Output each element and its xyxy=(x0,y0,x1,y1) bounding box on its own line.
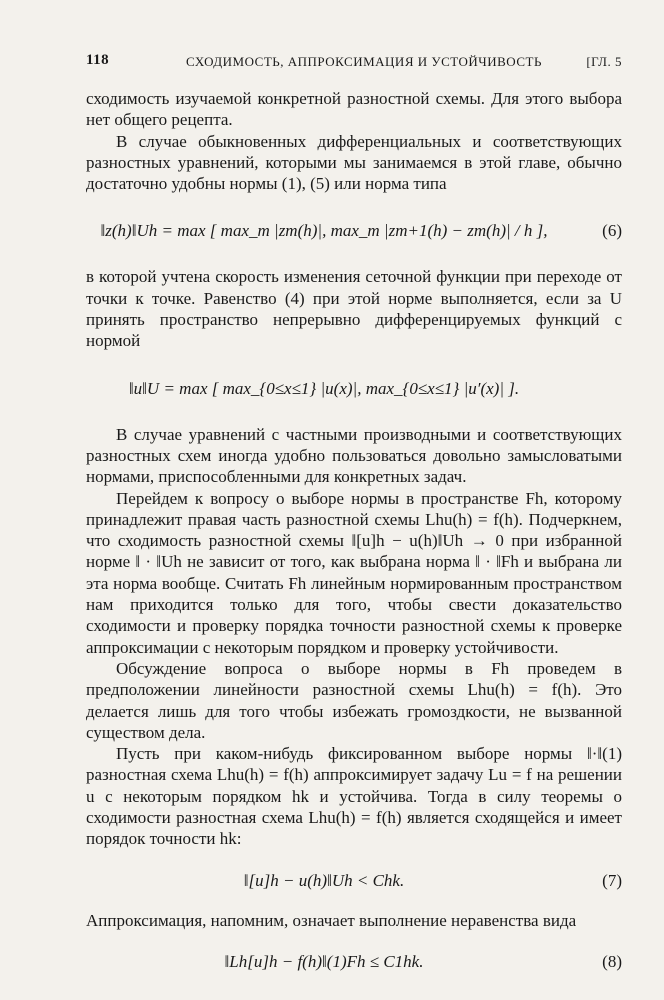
paragraph-7: Пусть при каком-нибудь фиксированном выборе нормы ‖·‖(1) разностная схема Lhu(h) = f(h) аппроксимирует задачу Lu = f на решении u с некоторым порядком hk и устойчива. Тогда в силу теоремы о сходимости разностная схема Lhu(h) = f(h) является сходящейся и имеет порядок точности hk: xyxy=(86,744,622,849)
paragraph-5: Перейдем к вопросу о выборе нормы в пространстве Fh, которому принадлежит правая часть разностной схемы Lhu(h) = f(h). Подчеркнем, что сходимость разностной схемы ‖[u]h − u(h)‖Uh → 0 при избранной норме ‖ · ‖Uh не зависит от того, как выбрана норма ‖ · ‖Fh и выбрана ли эта норма вообще. Считать Fh линейным нормированным пространством нам приходится только для того, чтобы свести доказательство сходимости и проверку порядка точности разностной схемы к проверке аппроксимации с некоторым порядком и проверку устойчивости. xyxy=(86,488,622,657)
equation-7-number: (7) xyxy=(602,870,622,890)
paragraph-3: в которой учтена скорость изменения сеточной функции при переходе от точки к точке. Равенство (4) при этой норме выполняется, если за U принять пространство непрерывно дифференцируемых функций с нормой xyxy=(86,267,622,351)
paragraph-8: Аппроксимация, напомним, означает выполнение неравенства вида xyxy=(86,910,577,930)
equation-6 xyxy=(86,204,622,260)
equation-7 xyxy=(86,860,622,904)
chapter-label: [ГЛ. 5 xyxy=(586,54,622,69)
equation-7-formula: ‖[u]h − u(h)‖Uh < Chk. xyxy=(243,870,405,890)
equation-norm-formula: ‖u‖U = max [ max_{0≤x≤1} |u(x)|, max_{0≤x≤1} |u′(x)| ]. xyxy=(128,378,520,398)
equation-8-number: (8) xyxy=(602,951,622,971)
running-title: СХОДИМОСТЬ, АППРОКСИМАЦИЯ И УСТОЙЧИВОСТЬ xyxy=(186,54,542,69)
paragraph-4: В случае уравнений с частными производными и соответствующих разностных схем иногда удобно пользоваться довольно замысловатыми нормами, приспособленными для конкретных задач. xyxy=(86,424,622,487)
equation-6-formula: ‖z(h)‖Uh = max [ max_m |zm(h)|, max_m |zm+1(h) − zm(h)| / h ], xyxy=(100,221,548,241)
equation-6-number: (6) xyxy=(602,221,622,241)
page-body xyxy=(86,88,622,991)
running-header xyxy=(86,52,622,74)
equation-8 xyxy=(86,941,622,985)
equation-8-formula: ‖Lh[u]h − f(h)‖(1)Fh ≤ C1hk. xyxy=(224,951,424,971)
equation-norm xyxy=(86,362,622,418)
page-number: 118 xyxy=(86,52,110,68)
paragraph-2: В случае обыкновенных дифференциальных и соответствующих разностных уравнений, которыми мы занимаемся в этой главе, обычно достаточно удобны нормы (1), (5) или норма типа xyxy=(86,131,622,194)
paragraph-6: Обсуждение вопроса о выборе нормы в Fh проведем в предположении линейности разностной схемы Lhu(h) = f(h). Это делается лишь для того чтобы избежать громоздкости, не вызванной существом дела. xyxy=(86,658,622,742)
paragraph-1: сходимость изучаемой конкретной разностной схемы. Для этого выбора нет общего рецепта. xyxy=(86,89,622,130)
